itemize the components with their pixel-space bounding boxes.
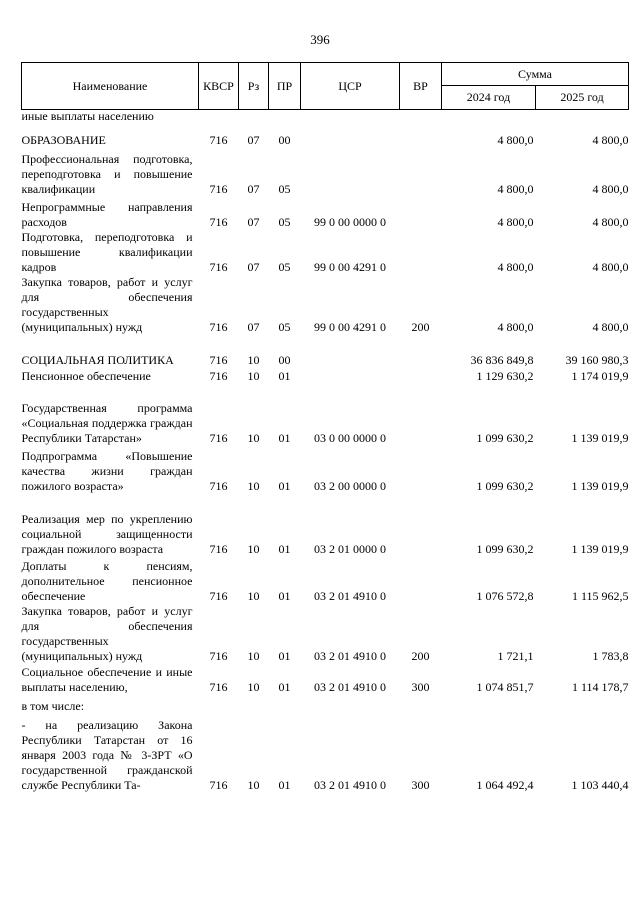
cell-y2025: 1 114 178,7 (571, 679, 629, 694)
table-row (22, 368, 629, 384)
cell-y2024: 1 099 630,2 (476, 430, 534, 445)
cell-y2024: 1 129 630,2 (476, 368, 534, 383)
cell-pr: 00 (278, 352, 291, 367)
table-row (22, 148, 629, 197)
cell-csr (301, 335, 400, 368)
cell-rz: 10 (247, 478, 260, 493)
header-csr: ЦСР (301, 63, 400, 110)
header-vr: ВР (400, 63, 442, 110)
cell-vr: 300 (411, 679, 430, 694)
cell-rz: 07 (247, 319, 260, 334)
cell-kvsr (199, 110, 239, 126)
cell-vr (400, 557, 442, 604)
cell-vr (400, 368, 442, 384)
cell-kvsr: 716 (209, 368, 228, 383)
cell-vr (400, 384, 442, 446)
table-row (22, 126, 629, 148)
cell-csr (301, 126, 400, 148)
cell-pr: 01 (278, 679, 291, 694)
cell-name: Непрограммные направления расходов (21, 199, 193, 229)
cell-rz: 07 (247, 132, 260, 147)
cell-name: иные выплаты населению (21, 109, 154, 123)
cell-y2025: 1 174 019,9 (571, 368, 629, 383)
table-row (22, 494, 629, 557)
cell-pr: 01 (278, 648, 291, 663)
cell-kvsr: 716 (209, 679, 228, 694)
cell-rz (239, 110, 269, 126)
cell-kvsr: 716 (209, 588, 228, 603)
table-row (22, 335, 629, 368)
cell-pr: 01 (278, 478, 291, 493)
cell-kvsr: 716 (209, 181, 228, 196)
cell-y2024: 4 800,0 (497, 181, 534, 196)
table-row (22, 714, 629, 793)
cell-csr: 03 2 01 4910 0 (314, 777, 386, 792)
cell-name: СОЦИАЛЬНАЯ ПОЛИТИКА (21, 352, 174, 367)
cell-vr (400, 148, 442, 197)
cell-kvsr: 716 (209, 259, 228, 274)
cell-y2025: 4 800,0 (592, 319, 629, 334)
cell-name: Профессиональная подготовка, переподготовка и повышение квалификации (21, 151, 193, 196)
cell-pr: 05 (278, 259, 291, 274)
table-row (22, 557, 629, 604)
cell-name: Пенсионное обеспечение (21, 368, 151, 383)
cell-pr: 05 (278, 319, 291, 334)
cell-csr (301, 368, 400, 384)
cell-y2025 (536, 695, 629, 714)
cell-kvsr (199, 695, 239, 714)
table-row (22, 446, 629, 494)
header-name: Наименование (22, 63, 199, 110)
cell-rz: 10 (247, 679, 260, 694)
cell-rz: 10 (247, 352, 260, 367)
cell-y2024: 1 721,1 (497, 648, 534, 663)
header-2024: 2024 год (442, 86, 536, 110)
cell-y2025: 1 139 019,9 (571, 541, 629, 556)
cell-y2025: 1 139 019,9 (571, 430, 629, 445)
cell-kvsr: 716 (209, 430, 228, 445)
cell-vr (400, 110, 442, 126)
cell-y2024: 1 099 630,2 (476, 478, 534, 493)
cell-csr: 03 0 00 0000 0 (314, 430, 386, 445)
cell-name: Закупка товаров, работ и услуг для обеспечения государственных (муниципальных) нужд (21, 274, 193, 334)
cell-rz: 10 (247, 430, 260, 445)
cell-csr: 03 2 01 0000 0 (314, 541, 386, 556)
cell-pr: 05 (278, 214, 291, 229)
budget-table (21, 62, 629, 793)
cell-csr: 99 0 00 4291 0 (314, 259, 386, 274)
table-row (22, 384, 629, 446)
cell-vr (400, 446, 442, 494)
cell-rz: 10 (247, 368, 260, 383)
cell-vr: 300 (411, 777, 430, 792)
cell-vr: 200 (411, 648, 430, 663)
cell-rz: 10 (247, 777, 260, 792)
header-rz: Рз (239, 63, 269, 110)
cell-name: ОБРАЗОВАНИЕ (21, 132, 106, 147)
cell-vr: 200 (411, 319, 430, 334)
cell-rz: 07 (247, 259, 260, 274)
cell-vr (400, 126, 442, 148)
cell-y2024: 1 064 492,4 (476, 777, 534, 792)
cell-kvsr: 716 (209, 478, 228, 493)
cell-kvsr: 716 (209, 132, 228, 147)
cell-kvsr: 716 (209, 319, 228, 334)
cell-vr (400, 335, 442, 368)
cell-y2025: 4 800,0 (592, 181, 629, 196)
cell-kvsr: 716 (209, 352, 228, 367)
cell-y2025: 1 103 440,4 (571, 777, 629, 792)
cell-name: Закупка товаров, работ и услуг для обеспечения государственных (муниципальных) нужд (21, 603, 193, 663)
cell-rz: 10 (247, 648, 260, 663)
cell-y2024: 4 800,0 (497, 132, 534, 147)
cell-y2025: 1 783,8 (592, 648, 629, 663)
cell-y2024: 4 800,0 (497, 259, 534, 274)
cell-kvsr: 716 (209, 541, 228, 556)
header-kvsr: КВСР (199, 63, 239, 110)
table-row (22, 275, 629, 335)
cell-y2024 (442, 110, 536, 126)
cell-pr: 01 (278, 368, 291, 383)
cell-vr (400, 695, 442, 714)
cell-csr: 03 2 00 0000 0 (314, 478, 386, 493)
cell-y2024: 36 836 849,8 (470, 352, 534, 367)
cell-csr: 99 0 00 4291 0 (314, 319, 386, 334)
cell-name: Подпрограмма «Повышение качества жизни граждан пожилого возраста» (21, 448, 193, 493)
table-row (22, 110, 629, 126)
cell-y2024: 4 800,0 (497, 214, 534, 229)
cell-y2025: 4 800,0 (592, 214, 629, 229)
cell-y2024: 1 099 630,2 (476, 541, 534, 556)
cell-name: Государственная программа «Социальная поддержка граждан Республики Татарстан» (21, 400, 193, 445)
cell-y2024: 4 800,0 (497, 319, 534, 334)
cell-name: - на реализацию Закона Республики Татарстан от 16 января 2003 года № 3-ЗРТ «О государственной гражданской службе Республики Та- (21, 717, 193, 792)
cell-rz (239, 695, 269, 714)
cell-pr (269, 695, 301, 714)
cell-csr: 03 2 01 4910 0 (314, 679, 386, 694)
cell-pr: 01 (278, 541, 291, 556)
cell-csr: 03 2 01 4910 0 (314, 588, 386, 603)
cell-name: Реализация мер по укреплению социальной защищенности граждан пожилого возраста (21, 511, 193, 556)
cell-y2025: 1 139 019,9 (571, 478, 629, 493)
cell-csr: 99 0 00 0000 0 (314, 214, 386, 229)
cell-pr: 01 (278, 430, 291, 445)
cell-kvsr: 716 (209, 777, 228, 792)
table-row (22, 230, 629, 275)
cell-rz: 10 (247, 541, 260, 556)
cell-name: в том числе: (21, 698, 85, 713)
header-pr: ПР (269, 63, 301, 110)
cell-vr (400, 230, 442, 275)
cell-csr (301, 148, 400, 197)
cell-y2025 (536, 110, 629, 126)
cell-vr (400, 494, 442, 557)
table-row (22, 604, 629, 664)
cell-name: Социальное обеспечение и иные выплаты населению, (21, 664, 193, 694)
cell-rz: 10 (247, 588, 260, 603)
cell-pr: 01 (278, 588, 291, 603)
cell-csr: 03 2 01 4910 0 (314, 648, 386, 663)
table-body (22, 110, 629, 793)
cell-name: Доплаты к пенсиям, дополнительное пенсионное обеспечение (21, 558, 193, 603)
cell-csr (301, 695, 400, 714)
table-row (22, 197, 629, 230)
cell-y2025: 1 115 962,5 (571, 588, 629, 603)
cell-y2024 (442, 695, 536, 714)
cell-name: Подготовка, переподготовка и повышение квалификации кадров (21, 229, 193, 274)
cell-pr (269, 110, 301, 126)
cell-kvsr: 716 (209, 648, 228, 663)
cell-y2025: 4 800,0 (592, 259, 629, 274)
cell-kvsr: 716 (209, 214, 228, 229)
table-row (22, 695, 629, 714)
cell-pr: 00 (278, 132, 291, 147)
cell-y2025: 39 160 980,3 (565, 352, 629, 367)
header-2025: 2025 год (536, 86, 629, 110)
table-row (22, 664, 629, 695)
cell-csr (301, 110, 400, 126)
cell-vr (400, 197, 442, 230)
cell-pr: 01 (278, 777, 291, 792)
header-sum: Сумма (442, 63, 629, 86)
cell-y2024: 1 076 572,8 (476, 588, 534, 603)
cell-rz: 07 (247, 214, 260, 229)
page-number: 396 (310, 32, 330, 47)
cell-y2025: 4 800,0 (592, 132, 629, 147)
cell-rz: 07 (247, 181, 260, 196)
cell-pr: 05 (278, 181, 291, 196)
cell-y2024: 1 074 851,7 (476, 679, 534, 694)
